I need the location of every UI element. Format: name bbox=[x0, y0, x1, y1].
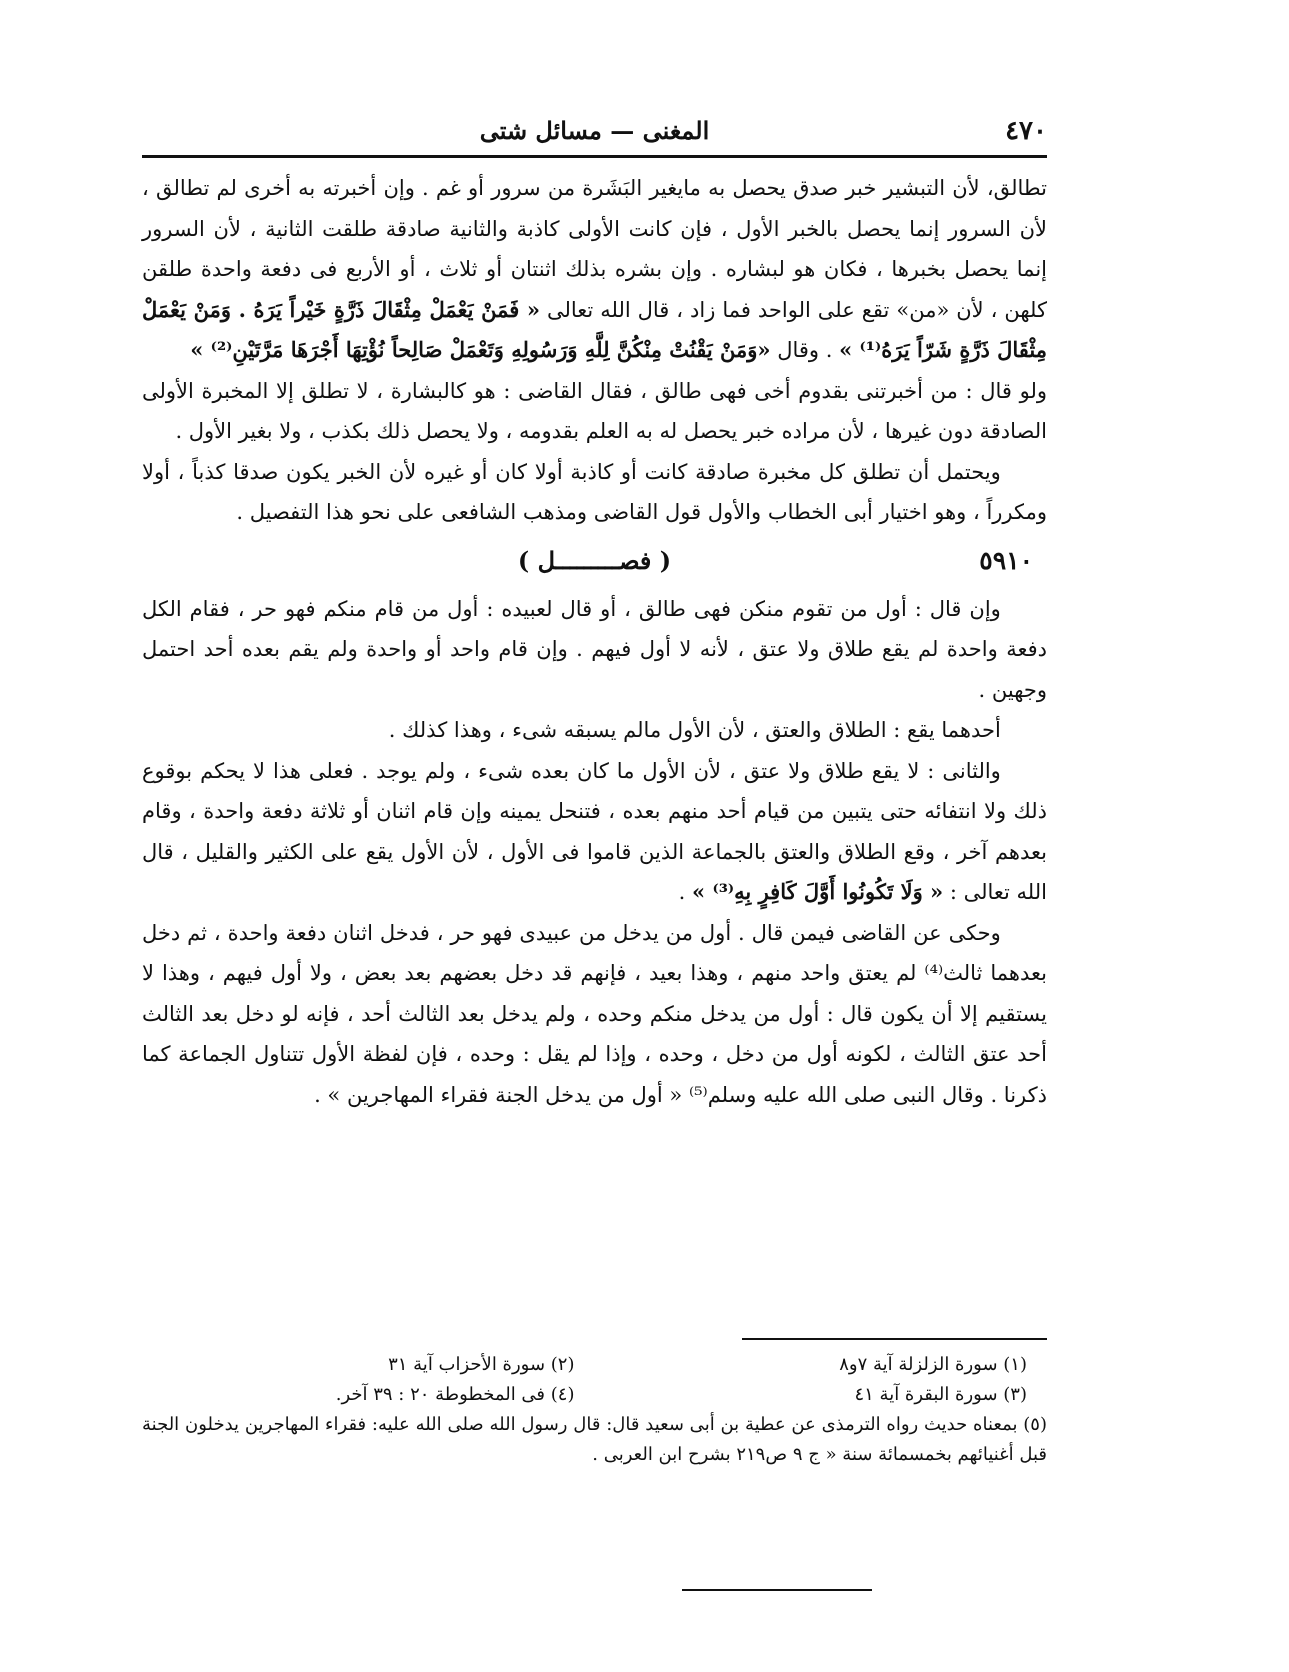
header-rule bbox=[142, 155, 1047, 158]
paragraph-text: . bbox=[678, 880, 686, 904]
footnotes bbox=[142, 1350, 1047, 1470]
footnote-2: (٢) سورة الأحزاب آية ٣١ bbox=[388, 1354, 575, 1375]
footnote-row bbox=[142, 1350, 1047, 1380]
footnote-row bbox=[142, 1380, 1047, 1410]
footnote-rule bbox=[742, 1338, 1047, 1340]
paragraph-1 bbox=[142, 168, 1047, 371]
footnote-1: (١) سورة الزلزلة آية ٧و٨ bbox=[839, 1354, 1027, 1375]
bottom-rule bbox=[682, 1589, 872, 1591]
paragraph-text: والثانى : لا يقع طلاق ولا عتق ، لأن الأول ما كان بعده شىء ، ولم يوجد . فعلى هذا لا يحكم بوقوع ذلك ولا انتفائه حتى يتبين من قيام أحد منهم بعده ، فتنحل يمينه وإن قام اثنان أو ثلاثة دفعة واحدة ، وقام بعدهم آخر ، وقع الطلاق والعتق بالجماعة الذين قاموا فى الأول ، لأن الأول يقع على الكثير والقليل ، قال الله تعالى : bbox=[142, 758, 1047, 904]
paragraph-2: ولو قال : من أخبرتنى بقدوم أخى فهى طالق ، فقال القاضى : هو كالبشارة ، لا تطلق إلا المخبرة الأولى الصادقة دون غيرها ، لأن مراده خبر يحصل له به العلم بقدومه ، ولا يحصل ذلك بكذب ، ولا بغير الأول . bbox=[142, 378, 1047, 443]
paragraph-6 bbox=[142, 751, 1047, 913]
section-title: ( فصـــــــــل ) bbox=[517, 545, 672, 575]
footnote-4: (٤) فى المخطوطة ٢٠ : ٣٩ آخر. bbox=[335, 1384, 575, 1405]
quran-quote: « وَلَا تَكُونُوا أَوَّلَ كَافِرٍ بِهِ⁽³⁾ » bbox=[692, 879, 944, 904]
page-header bbox=[142, 112, 1047, 152]
footnote-3: (٣) سورة البقرة آية ٤١ bbox=[854, 1384, 1027, 1405]
running-title: المغنى — مسائل شتى bbox=[479, 116, 710, 145]
quran-quote: «وَمَنْ يَقْنُتْ مِنْكُنَّ لِلَّهِ وَرَسُولِهِ وَتَعْمَلْ صَالِحاً نُؤْتِهَا أَجْرَهَا مَرَّتَيْنِ⁽²⁾ » bbox=[190, 337, 771, 362]
paragraph-7: وحكى عن القاضى فيمن قال . أول من يدخل من عبيدى فهو حر ، فدخل اثنان دفعة واحدة ، ثم دخل بعدهما ثالث⁽⁴⁾ لم يعتق واحد منهم ، وهذا بعيد ، فإنهم قد دخل بعضهم بعد بعض ، ولا أول فيهم ، وهذا لا يستقيم إلا أن يكون قال : أول من يدخل منكم وحده ، ولم يدخل بعد الثالث أحد ، فإنه لو دخل بعد الثالث أحد عتق الثالث ، لكونه أول من دخل ، وحده ، وإذا لم يقل : وحده ، فإن لفظة الأول تتناول الجماعة كما ذكرنا . وقال النبى صلى الله عليه وسلم⁽⁵⁾ « أول من يدخل الجنة فقراء المهاجرين » . bbox=[142, 920, 1047, 1107]
page-number: ٤٧٠ bbox=[1005, 116, 1047, 146]
paragraph-text: . وقال bbox=[777, 338, 833, 362]
paragraph-4: وإن قال : أول من تقوم منكن فهى طالق ، أو قال لعبيده : أول من قام منكم فهو حر ، فقام الكل دفعة واحدة لم يقع طلاق ولا عتق ، لأنه لا أول فيهم . وإن قام واحد أو واحدة ولم يقم بعده أحد احتمل وجهين . bbox=[142, 596, 1047, 702]
section-heading bbox=[142, 537, 1047, 581]
body-text bbox=[142, 168, 1047, 1115]
footnote-5: (٥) بمعناه حديث رواه الترمذى عن عطية بن أبى سعيد قال: قال رسول الله صلى الله عليه: فقراء المهاجرين يدخلون الجنة قبل أغنيائهم بخمسمائة سنة « ج ٩ ص٢١٩ بشرح ابن العربى . bbox=[142, 1414, 1047, 1465]
section-number: ٥٩١٠ bbox=[979, 545, 1033, 575]
paragraph-3: ويحتمل أن تطلق كل مخبرة صادقة كانت أو كاذبة أولا كان أو غيره لأن الخبر يكون صدقا كذباً ، أولا ومكرراً ، وهو اختيار أبى الخطاب والأول قول القاضى ومذهب الشافعى على نحو هذا التفصيل . bbox=[142, 459, 1047, 524]
paragraph-text: تطالق، لأن التبشير خبر صدق يحصل به مايغير البَشَرة من سرور أو غم . وإن أخبرته به أخرى لم تطالق ، لأن السرور إنما يحصل بالخبر الأول ، فإن كانت الأولى كاذبة والثانية صادقة طلقت الثانية ، لأن السرور إنما يحصل بخبرها ، فكان هو لبشاره . وإن بشره بذلك اثنتان أو ثلاث ، أو الأربع فى دفعة واحدة طلقن كلهن ، لأن «من» تقع على الواحد فما زاد ، قال الله تعالى bbox=[142, 176, 1047, 322]
quran-quote: « فَمَنْ يَعْمَلْ مِثْقَالَ ذَرَّةٍ خَيْراً يَرَهُ . وَمَنْ يَعْمَلْ مِثْقَالَ ذَرَّةٍ شَرّاً يَرَهُ⁽¹⁾ » bbox=[142, 296, 1047, 362]
paragraph-5: أحدهما يقع : الطلاق والعتق ، لأن الأول مالم يسبقه شىء ، وهذا كذلك . bbox=[388, 718, 1001, 742]
